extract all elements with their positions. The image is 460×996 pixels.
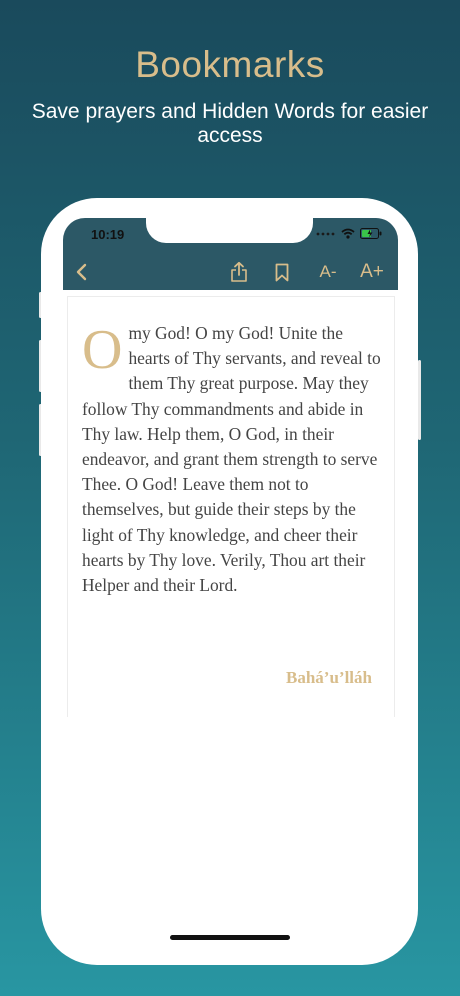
status-icons	[316, 228, 382, 239]
font-decrease-label: A-	[319, 262, 337, 281]
signal-dots-icon	[316, 231, 336, 237]
bookmark-icon	[275, 263, 289, 282]
font-increase-label: A+	[360, 261, 384, 282]
promo-title: Bookmarks	[135, 44, 325, 85]
reader-toolbar	[63, 258, 398, 288]
prayer-author: Bahá’u’lláh	[286, 668, 372, 687]
share-button[interactable]	[226, 258, 252, 286]
prayer-card	[67, 296, 395, 717]
status-time: 10:19	[91, 227, 125, 242]
font-decrease-button[interactable]	[313, 258, 343, 286]
prayer-text: my God! O my God! Unite the hearts of Thy servants, and reveal to them Thy great purpose. May they follow Thy commandments and abide in Thy law. Help them, O God, in their endeavor, and grant them strength to serve Thee. O God! Leave them not to themselves, but guide their steps by the light of Thy knowledge, and cheer their hearts by Thy love. Verily, Thou art their Helper and their Lord.	[82, 323, 381, 596]
app-header	[63, 218, 398, 290]
promo-subtitle: Save prayers and Hidden Words for easier access	[31, 100, 429, 147]
battery-charging-icon	[360, 228, 382, 239]
back-button[interactable]	[69, 258, 93, 286]
prayer-text-block	[82, 321, 382, 598]
bookmark-button[interactable]	[270, 258, 294, 286]
phone-notch	[146, 218, 313, 243]
phone-power-button	[418, 360, 421, 440]
prayer-drop-cap: O	[82, 319, 123, 381]
chevron-left-icon	[75, 263, 87, 281]
font-increase-button[interactable]	[356, 258, 388, 286]
wifi-icon	[341, 228, 355, 239]
share-icon	[230, 261, 248, 283]
home-indicator[interactable]	[170, 935, 290, 940]
